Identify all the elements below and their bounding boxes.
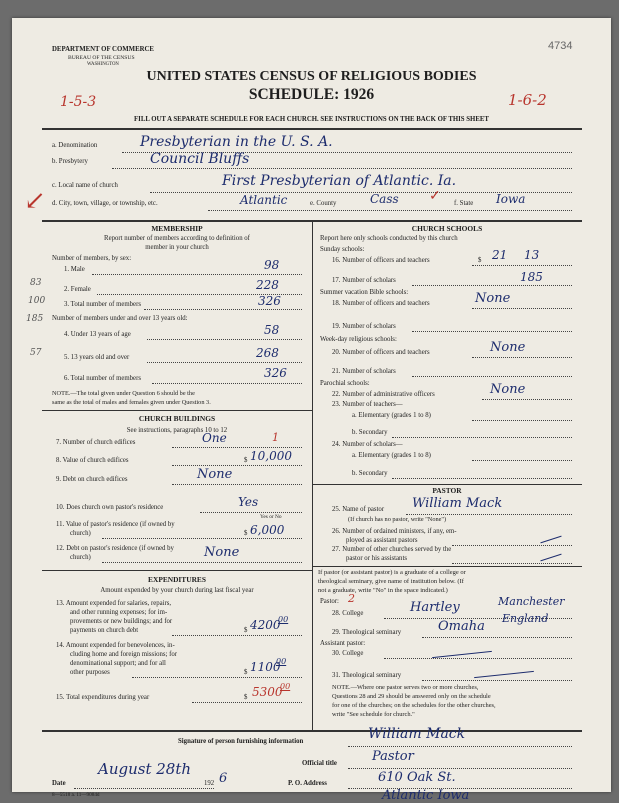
q28-label: 28. College: [332, 610, 364, 617]
q9-value: None: [197, 467, 233, 482]
graduate-note-1: If pastor (or assistant pastor) is a graduate of a college or: [318, 569, 466, 576]
pastor-heading: PASTOR: [432, 486, 462, 495]
church-name-label: c. Local name of church: [52, 182, 118, 189]
q25-label: 25. Name of pastor: [332, 506, 385, 513]
q22-value: None: [490, 382, 526, 397]
q12-value: None: [204, 545, 240, 560]
q25-value: William Mack: [412, 496, 503, 511]
q8-dollar: $: [244, 457, 248, 464]
city-line: WASHINGTON: [87, 62, 119, 67]
buildings-bottom-rule: [42, 570, 312, 571]
q6-value: 326: [264, 366, 287, 380]
q14-value: 1100: [250, 660, 281, 674]
q1-line: [92, 274, 302, 275]
presbytery-label: b. Presbytery: [52, 158, 88, 165]
presbytery-value: Council Bluffs: [150, 151, 250, 167]
department-line: DEPARTMENT OF COMMERCE: [52, 46, 154, 53]
pastor-mid-rule: [312, 566, 582, 567]
q24b-label: b. Secondary: [352, 470, 388, 477]
q10-hint: Yes or No: [260, 514, 282, 520]
q15-label: 15. Total expenditures during year: [56, 694, 150, 701]
county-value: Cass: [370, 192, 399, 206]
q3-line: [144, 309, 302, 310]
po-address-value-2: Atlantic Iowa: [382, 788, 470, 803]
expenditures-sub: Amount expended by your church during last fiscal year: [100, 587, 254, 594]
q23a-label: a. Elementary (grades 1 to 8): [352, 412, 431, 419]
q20-label: 20. Number of officers and teachers: [332, 349, 430, 356]
schools-heading: CHURCH SCHOOLS: [411, 224, 483, 233]
official-title-line: [348, 768, 572, 769]
state-value: Iowa: [496, 192, 526, 206]
q20-value: None: [490, 340, 526, 355]
q19-label: 19. Number of scholars: [332, 323, 396, 330]
q14-dollar: $: [244, 669, 248, 676]
date-label: Date: [52, 780, 66, 787]
margin-note-1: 83: [30, 278, 42, 288]
q16-line: [472, 265, 572, 266]
q8-label: 8. Value of church edifices: [56, 457, 129, 464]
date-value: August 28th: [98, 760, 192, 778]
q14-line-3: denominational support; and for all: [70, 660, 166, 667]
q11-label-2: church): [70, 530, 91, 537]
q15-cents: 00: [280, 682, 291, 691]
q24a-label: a. Elementary (grades 1 to 8): [352, 452, 431, 459]
margin-note-4: 57: [30, 348, 42, 358]
membership-intro-2: member in your church: [145, 244, 209, 251]
q16-dollar: $: [478, 257, 482, 264]
presbytery-line: [112, 168, 572, 169]
q25-hint: (If church has no pastor, write "None"): [348, 516, 447, 523]
q27-line: [452, 563, 572, 564]
margin-note-2: 100: [28, 296, 46, 306]
q22-line: [482, 399, 572, 400]
q24a-line: [472, 460, 572, 461]
q21-label: 21. Number of scholars: [332, 368, 396, 375]
q29-value: Omaha: [438, 619, 485, 634]
q16-extra: 13: [524, 248, 540, 262]
graduate-note-2: theological seminary, give name of institution below. (If: [318, 578, 464, 585]
po-address-label: P. O. Address: [288, 780, 327, 787]
code-left: 1-5-3: [60, 94, 97, 110]
q31-dash: [474, 671, 534, 678]
signature-label: Signature of person furnishing information: [178, 738, 304, 745]
q30-line: [384, 658, 572, 659]
q25-line: [406, 514, 572, 515]
pastor-note-1: NOTE.—Where one pastor serves two or more churches,: [332, 684, 479, 691]
city-line: [208, 210, 572, 211]
section-bottom-rule: [42, 730, 582, 732]
q7-line: [172, 447, 302, 448]
q28-extra-2: England: [502, 612, 549, 625]
official-title-label: Official title: [302, 760, 337, 767]
q17-label: 17. Number of scholars: [332, 277, 396, 284]
q2-label: 2. Female: [64, 286, 91, 293]
q8-value: 10,000: [250, 449, 292, 463]
q15-value: 5300: [252, 685, 283, 699]
bureau-line: BUREAU OF THE CENSUS: [68, 55, 135, 61]
date-line: [74, 788, 214, 789]
q28-extra: Manchester: [498, 595, 565, 608]
q14-line: [132, 677, 302, 678]
membership-intro-1: Report number of members according to definition of: [104, 235, 250, 242]
q31-label: 31. Theological seminary: [332, 672, 402, 679]
q7-value: One: [202, 431, 227, 445]
q5-line: [147, 362, 302, 363]
q21-line: [412, 376, 572, 377]
county-check-mark: ✓: [429, 188, 441, 204]
q10-line: [200, 512, 302, 513]
denomination-label: a. Denomination: [52, 142, 98, 149]
membership-note-1: NOTE.—The total given under Question 6 should be the: [52, 390, 195, 397]
schools-intro: Report here only schools conducted by this church: [320, 235, 458, 242]
signature-value: William Mack: [368, 726, 466, 742]
q4-value: 58: [264, 323, 280, 337]
buildings-heading: CHURCH BUILDINGS: [138, 414, 216, 423]
city-value: Atlantic: [240, 193, 288, 207]
schools-bottom-rule: [312, 484, 582, 485]
q31-line: [422, 680, 572, 681]
q19-line: [412, 331, 572, 332]
q26-dash: [540, 536, 561, 544]
q9-label: 9. Debt on church edifices: [56, 476, 128, 483]
q6-line: [152, 383, 302, 384]
census-schedule-sheet: [12, 18, 611, 803]
q24-label: 24. Number of scholars—: [332, 441, 403, 448]
q13-line-1: 13. Amount expended for salaries, repairs,: [56, 600, 172, 607]
weekday-label: Week-day religious schools:: [320, 336, 397, 343]
q8-line: [172, 465, 302, 466]
graduate-note-3: not a graduate, write "No" in the space indicated.): [318, 587, 448, 594]
q1-label: 1. Male: [64, 266, 85, 273]
expenditures-heading: EXPENDITURES: [148, 575, 206, 584]
by-age-label: Number of members under and over 13 years old:: [52, 315, 188, 322]
q14-line-1: 14. Amount expended for benevolences, in-: [56, 642, 175, 649]
q13-value: 4200: [250, 618, 281, 632]
q29-label: 29. Theological seminary: [332, 629, 402, 636]
q16-label: 16. Number of officers and teachers: [332, 257, 430, 264]
header-rule: [42, 128, 582, 130]
q3-label: 3. Total number of members: [64, 301, 141, 308]
sunday-label: Sunday schools:: [320, 246, 365, 253]
q12-label-1: 12. Debt on pastor's residence (if owned by: [56, 545, 174, 552]
q23a-line: [472, 420, 572, 421]
q18-value: None: [475, 291, 511, 306]
q12-line: [102, 562, 302, 563]
q7-label: 7. Number of church edifices: [56, 439, 136, 446]
q16-value: 21: [492, 248, 508, 262]
city-label: d. City, town, village, or township, etc.: [52, 200, 158, 207]
denomination-value: Presbyterian in the U. S. A.: [140, 134, 333, 150]
q10-value: Yes: [238, 495, 259, 509]
q12-label-2: church): [70, 554, 91, 561]
membership-bottom-rule: [42, 410, 312, 411]
state-label: f. State: [454, 200, 474, 207]
q13-line-4: payments on church debt: [70, 627, 139, 634]
q11-dollar: $: [244, 530, 248, 537]
instruction-line: FILL OUT A SEPARATE SCHEDULE FOR EACH CHURCH. SEE INSTRUCTIONS ON THE BACK OF THIS SHEET: [134, 116, 489, 123]
official-title-value: Pastor: [372, 749, 414, 764]
q14-line-2: cluding home and foreign missions; for: [70, 651, 178, 658]
q5-label: 5. 13 years old and over: [64, 354, 130, 361]
q4-line: [147, 339, 302, 340]
q10-label: 10. Does church own pastor's residence: [56, 504, 164, 511]
q13-line-3: provements or new buildings; and for: [70, 618, 173, 625]
q18-label: 18. Number of officers and teachers: [332, 300, 430, 307]
form-title: UNITED STATES CENSUS OF RELIGIOUS BODIES: [146, 69, 477, 84]
q28-value: Hartley: [410, 600, 460, 615]
q3-value: 326: [258, 294, 281, 308]
year-prefix: 192: [204, 780, 215, 787]
q11-value: 6,000: [250, 523, 285, 537]
margin-note-3: 185: [26, 314, 44, 324]
membership-note-2: same as the total of males and females given under Question 3.: [52, 399, 211, 406]
q24b-line: [392, 478, 572, 479]
q27-label-1: 27. Number of other churches served by the: [332, 546, 452, 553]
q5-value: 268: [256, 346, 279, 360]
assistant-sublabel: Assistant pastor:: [320, 640, 366, 647]
q23b-label: b. Secondary: [352, 429, 388, 436]
q9-line: [172, 484, 302, 485]
q27-label-2: pastor or his assistants: [346, 555, 407, 562]
q17-value: 185: [520, 270, 543, 284]
q17-line: [412, 285, 572, 286]
q1-value: 98: [264, 258, 280, 272]
q2-value: 228: [256, 278, 279, 292]
code-right: 1-6-2: [508, 91, 547, 109]
q23-label: 23. Number of teachers—: [332, 401, 403, 408]
pastor-note-2: Questions 28 and 29 should be answered only on the schedule: [332, 693, 491, 700]
q26-label-2: ployed as assistant pastors: [346, 537, 418, 544]
stamp-number: 4734: [548, 40, 573, 52]
membership-heading: MEMBERSHIP: [151, 224, 203, 233]
q13-line: [172, 635, 302, 636]
church-name-value: First Presbyterian of Atlantic. Ia.: [222, 173, 457, 189]
q18-line: [472, 308, 572, 309]
q11-line: [102, 538, 302, 539]
q13-dollar: $: [244, 627, 248, 634]
q26-label-1: 26. Number of ordained ministers, if any, em-: [332, 528, 457, 535]
print-code: 8—5518 a. 11—9084d: [52, 792, 100, 798]
pastor-note-4: write "See schedule for church.": [332, 711, 415, 718]
q14-cents: 00: [276, 657, 287, 666]
summer-label: Summer vacation Bible schools:: [320, 289, 409, 296]
buildings-sub: See instructions, paragraphs 10 to 12: [126, 427, 228, 434]
q15-dollar: $: [244, 694, 248, 701]
pastor-note-3: for one of the churches; on the schedules for the other churches,: [332, 702, 496, 709]
q30-label: 30. College: [332, 650, 364, 657]
signature-line: [348, 746, 572, 747]
q7-mark: 1: [272, 431, 279, 444]
q29-line: [422, 637, 572, 638]
pastor-mark: 2: [348, 592, 355, 605]
q13-line-2: and other running expenses; for im-: [70, 609, 168, 616]
q11-label-1: 11. Value of pastor's residence (if owned by: [56, 521, 175, 528]
year-value: 6: [219, 771, 228, 786]
parochial-label: Parochial schools:: [320, 380, 370, 387]
po-address-value: 610 Oak St.: [378, 770, 456, 785]
margin-check-mark: ↙: [24, 186, 46, 216]
column-divider: [312, 220, 313, 730]
pastor-sublabel: Pastor:: [320, 598, 339, 605]
q22-label: 22. Number of administrative officers: [332, 391, 435, 398]
q20-line: [472, 357, 572, 358]
q6-label: 6. Total number of members: [64, 375, 141, 382]
schedule-title: SCHEDULE: 1926: [248, 86, 375, 103]
q15-line: [192, 702, 302, 703]
q27-dash: [540, 554, 561, 562]
by-sex-label: Number of members, by sex:: [52, 255, 132, 262]
q13-cents: 00: [278, 615, 289, 624]
q4-label: 4. Under 13 years of age: [64, 331, 131, 338]
q23b-line: [392, 437, 572, 438]
county-label: e. County: [310, 200, 337, 207]
q14-line-4: other purposes: [70, 669, 110, 676]
q26-line: [452, 545, 572, 546]
